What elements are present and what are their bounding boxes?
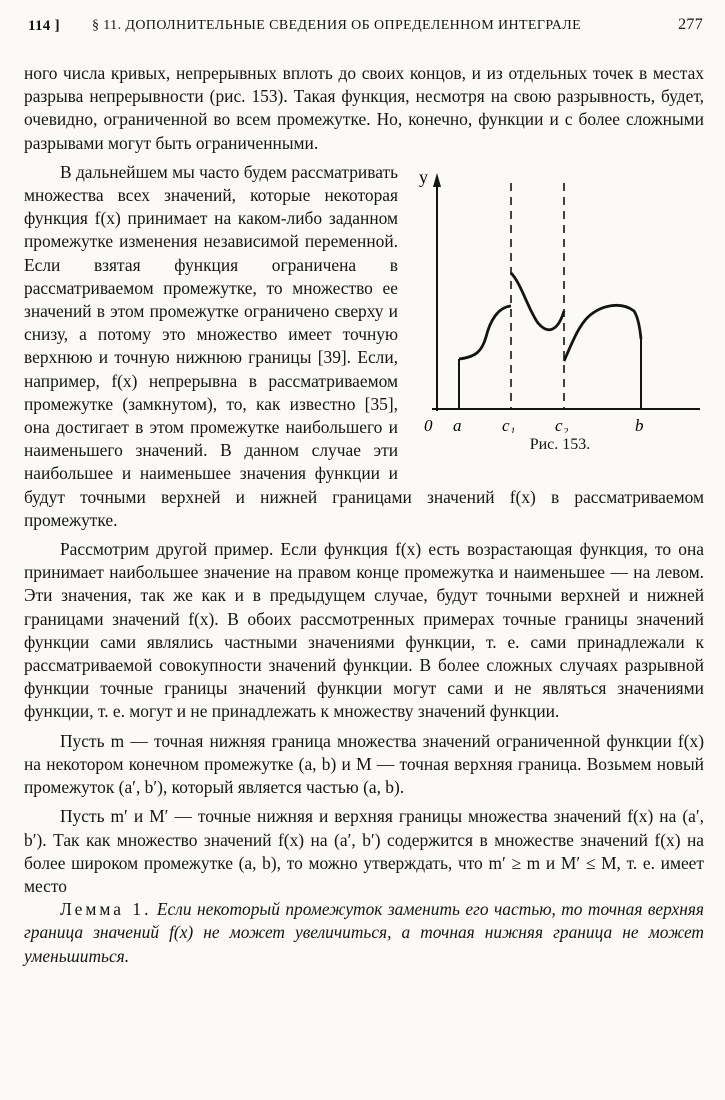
origin-label: 0 <box>424 415 433 433</box>
y-axis-label: y <box>419 166 428 187</box>
paragraph-4: Пусть m — точная нижняя граница множества значений ограниченной функции f(x) на некотором конечном промежутке (a, b) и M — точная верхняя граница. Возьмем новый промежуток (a′, b′), который является частью (a, b). <box>24 730 704 798</box>
paragraph-1: ного числа кривых, непрерывных вплоть до своих концов, и из отдельных точек в местах разрыва непрерывности (рис. 153). Такая функция, несмотря на свою разрывность, будет, очевидно, ограниченной во всем промежутке. Но, конечно, функции и с более сложными разрывами могут быть ограниченными. <box>24 63 704 153</box>
header-page-number: 277 <box>678 16 703 33</box>
figure-153 <box>416 161 704 463</box>
curve-piece-1 <box>459 306 511 359</box>
function-graph <box>416 161 704 433</box>
paragraph-2: В дальнейшем мы часто будем рассматривать множества всех значений, которые некоторая функция f(x) принимает на каком-либо заданном промежутке изменения независимой переменной. Если взятая функция ограничена в рассматриваемом промежутке, то множество ее значений в этом промежутке ограничено сверху и снизу, а потому это множество имеет точную верхнюю и точную нижнюю границы [39]. Если, например, f(x) непрерывна в рассматриваемом промежутке (замкнутом), то, как известно [35], она достигает в этом промежутке наибольшего и наименьшего значений. В данном случае эти наибольшее и наименьшее значения функции и будут точными верхней и нижней границами значений f(x) в рассматриваемом промежутке. <box>24 161 704 530</box>
x-label-b: b <box>635 415 644 433</box>
curve-piece-3 <box>564 305 641 361</box>
lemma-1 <box>24 898 704 968</box>
header-section-title: § 11. ДОПОЛНИТЕЛЬНЫЕ СВЕДЕНИЯ ОБ ОПРЕДЕЛЕННОМ ИНТЕГРАЛЕ <box>92 18 582 33</box>
page-header <box>28 14 703 40</box>
paragraph-3: Рассмотрим другой пример. Если функция f(x) есть возрастающая функция, то она принимает наибольшее значение на правом конце промежутка и наименьшее — на левом. Эти значения, так же как и в предыдущем случае, будут точными верхней и нижней границами значений f(x). В обоих рассмотренных примерах точные границы значений функции сами являлись частными значениями функции, т. е. сами принадлежали к рассматриваемой совокупности значений функции. В более сложных случаях разрывной функции точные границы значений функции могут сами и не являться значениями функции, т. е. могут и не принадлежать к множеству значений функции. <box>24 539 704 722</box>
lemma-text: Если некоторый промежуток заменить его частью, то точная верхняя граница значений f(x) не может увеличиться, а точная нижняя граница не может уменьшиться. <box>24 899 704 966</box>
y-axis-arrow <box>433 173 441 187</box>
page-body <box>24 62 704 968</box>
curve-piece-2 <box>511 273 564 330</box>
lemma-label: Лемма 1. <box>60 899 152 920</box>
x-label-c1: c₁ <box>502 415 516 433</box>
x-label-c2: c₂ <box>555 415 569 433</box>
paragraph-5: Пусть m′ и M′ — точные нижняя и верхняя границы множества значений f(x) на (a′, b′). Так как множество значений f(x) на (a′, b′) содержится в множестве значений f(x) на более широком промежутке (a, b), то можно утверждать, что m′ ≥ m и M′ ≤ M, т. е. имеет место <box>24 806 704 896</box>
figure-caption: Рис. 153. <box>529 435 591 453</box>
header-section-number: 114 ] <box>28 18 60 34</box>
x-label-a: a <box>453 415 462 433</box>
